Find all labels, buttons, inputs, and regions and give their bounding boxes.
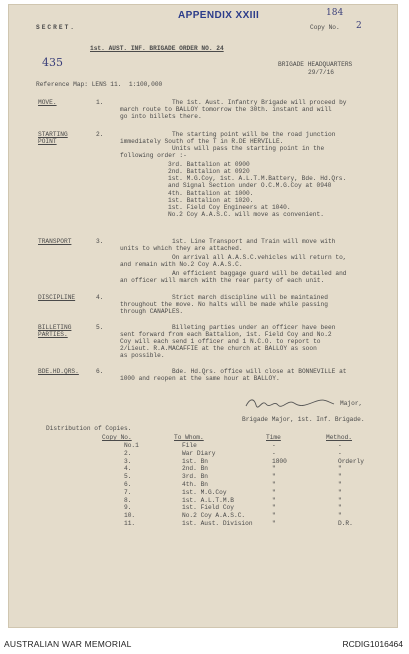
para-line: An efficient baggage guard will be detailed and bbox=[172, 270, 347, 277]
column-header: Time bbox=[266, 434, 281, 441]
order-date: 29/7/16 bbox=[308, 69, 334, 76]
distribution-cell: 1st. Bn bbox=[182, 457, 208, 465]
order-of-march-line: 1st. M.G.Coy, 1st. A.L.T.M.Battery, Bde. Hd.Qrs. bbox=[168, 175, 347, 182]
para-number: 6. bbox=[96, 368, 104, 375]
order-of-march-line: 1st. Battalion at 1020. bbox=[168, 197, 254, 204]
para-line: and remain with No.2 Coy A.A.S.C. bbox=[120, 261, 243, 268]
para-number: 3. bbox=[96, 238, 104, 245]
para-line: an officer will march with the rear party of each unit. bbox=[120, 277, 325, 284]
distribution-cell: 5. bbox=[124, 473, 132, 481]
distribution-cell: 1800 bbox=[272, 457, 287, 465]
distribution-cell: " bbox=[272, 520, 276, 527]
para-line: immediately South of the T in R.DE HERVILLE. bbox=[120, 138, 284, 145]
distribution-cell: " bbox=[338, 504, 342, 512]
order-of-march-line: and Signal Section under O.C.M.G.Coy at 0940 bbox=[168, 182, 332, 189]
distribution-cell: " bbox=[272, 481, 276, 488]
distribution-cell: File bbox=[182, 442, 197, 449]
distribution-cell: 4. bbox=[124, 465, 132, 473]
column-header: Copy No. bbox=[102, 434, 132, 441]
para-line: Units will pass the starting point in the bbox=[172, 145, 325, 152]
distribution-cell: 7. bbox=[124, 488, 132, 496]
signature-title: Brigade Major, 1st. Inf. Brigade. bbox=[242, 416, 365, 423]
para-number: 1. bbox=[96, 99, 104, 106]
para-line: The starting point will be the road junction bbox=[172, 131, 336, 138]
order-of-march-line: 2nd. Battalion at 0920 bbox=[168, 168, 250, 175]
para-line: following order :- bbox=[120, 152, 187, 159]
para-number: 2. bbox=[96, 131, 104, 138]
para-line: march route to BALLOY tomorrow the 30th. instant and will bbox=[120, 106, 332, 113]
para-line: 1st. Line Transport and Train will move with bbox=[172, 238, 336, 245]
distribution-cell: War Diary bbox=[182, 449, 216, 457]
distribution-cell: " bbox=[338, 488, 342, 496]
para-line: 2/Lieut. R.A.MACAFFIE at the church at BALLOY as soon bbox=[120, 345, 317, 352]
distribution-cell: - bbox=[272, 449, 276, 457]
para-number: 4. bbox=[96, 294, 104, 301]
heading-transport: TRANSPORT bbox=[38, 238, 72, 245]
distribution-cell: " bbox=[272, 512, 276, 520]
column-header: Method. bbox=[326, 434, 352, 441]
handwritten-signature bbox=[244, 397, 336, 409]
distribution-cell: D.R. bbox=[338, 520, 353, 527]
distribution-cell: " bbox=[338, 481, 342, 488]
copy-number-handwritten: 184 bbox=[326, 8, 344, 18]
distribution-cell: " bbox=[338, 512, 342, 520]
para-line: go into billets there. bbox=[120, 113, 202, 120]
archive-footer bbox=[0, 636, 409, 654]
document-page bbox=[8, 4, 398, 628]
para-line: 1000 and reopen at the same hour at BALLOY. bbox=[120, 375, 280, 382]
secret-label: SECRET. bbox=[36, 24, 76, 31]
distribution-cell: - bbox=[272, 442, 276, 449]
para-line: On arrival all A.A.S.C.vehicles will return to, bbox=[172, 254, 347, 261]
heading-billeting-parties: BILLETING PARTIES. bbox=[38, 324, 72, 339]
para-line: throughout the move. No halts will be made while passing bbox=[120, 301, 328, 308]
distribution-heading: Distribution of Copies. bbox=[46, 425, 132, 432]
order-of-march-line: 3rd. Battalion at 0900 bbox=[168, 161, 250, 168]
para-line: Billeting parties under an officer have been bbox=[172, 324, 336, 331]
appendix-stamp: APPENDIX XXIII bbox=[178, 10, 260, 21]
distribution-cell: 10. bbox=[124, 512, 136, 520]
para-line: as possible. bbox=[120, 352, 165, 359]
para-line: Bde. Hd.Qrs. office will close at BONNEVILLE at bbox=[172, 368, 347, 375]
para-line: through CANAPLES. bbox=[120, 308, 184, 315]
distribution-cell: 2nd. Bn bbox=[182, 465, 208, 473]
distribution-cell: - bbox=[338, 442, 342, 449]
para-line: The 1st. Aust. Infantry Brigade will proceed by bbox=[172, 99, 347, 106]
archive-reference: RCDIG1016464 bbox=[342, 639, 403, 649]
distribution-cell: 6. bbox=[124, 481, 132, 488]
heading-bde-hd-qrs: BDE.HD.QRS. bbox=[38, 368, 79, 375]
distribution-cell: " bbox=[338, 473, 342, 481]
distribution-cell: 3. bbox=[124, 457, 132, 465]
distribution-cell: 3rd. Bn bbox=[182, 473, 208, 481]
distribution-cell: " bbox=[338, 465, 342, 473]
margin-number: 435 bbox=[42, 56, 63, 69]
order-title: 1st. AUST. INF. BRIGADE ORDER NO. 24 bbox=[90, 45, 224, 52]
distribution-cell: - bbox=[338, 449, 342, 457]
heading-move: MOVE. bbox=[38, 99, 57, 106]
order-document bbox=[8, 4, 398, 628]
para-number: 5. bbox=[96, 324, 104, 331]
distribution-cell: " bbox=[272, 465, 276, 473]
distribution-cell: No.1 bbox=[124, 442, 139, 449]
column-header: To Whom. bbox=[174, 434, 204, 441]
para-line: Strict march discipline will be maintained bbox=[172, 294, 328, 301]
distribution-cell: " bbox=[272, 473, 276, 481]
distribution-cell: 1st. Field Coy bbox=[182, 504, 234, 512]
archive-name: AUSTRALIAN WAR MEMORIAL bbox=[4, 639, 132, 649]
order-of-march-line: 4th. Battalion at 1000. bbox=[168, 190, 254, 197]
copy-no-value: 2 bbox=[356, 21, 362, 31]
copy-no-label: Copy No. bbox=[310, 24, 340, 31]
order-of-march-line: No.2 Coy A.A.S.C. will move as convenient. bbox=[168, 211, 324, 218]
para-line: sent forward from each Battalion, 1st. Field Coy and No.2 bbox=[120, 331, 332, 338]
signature-major: Major, bbox=[340, 400, 363, 407]
reference-map: Reference Map: LENS 11. 1:100,000 bbox=[36, 81, 163, 88]
para-line: units to which they are attached. bbox=[120, 245, 243, 252]
order-of-march-line: 1st. Field Coy Engineers at 1040. bbox=[168, 204, 291, 211]
distribution-cell: 11. bbox=[124, 520, 136, 527]
distribution-cell: 1st. A.L.T.M.B bbox=[182, 496, 234, 504]
distribution-cell: " bbox=[272, 488, 276, 496]
distribution-cell: No.2 Coy A.A.S.C. bbox=[182, 512, 246, 520]
brigade-hq: BRIGADE HEADQUARTERS bbox=[278, 61, 353, 68]
distribution-cell: 9. bbox=[124, 504, 132, 512]
distribution-cell: 8. bbox=[124, 496, 132, 504]
distribution-cell: 4th. Bn bbox=[182, 481, 208, 488]
distribution-cell: Orderly bbox=[338, 457, 364, 465]
heading-starting-point: STARTING POINT bbox=[38, 131, 68, 146]
distribution-cell: " bbox=[272, 504, 276, 512]
distribution-cell: " bbox=[338, 496, 342, 504]
para-line: Coy will each send 1 officer and 1 N.C.O. to report to bbox=[120, 338, 321, 345]
heading-discipline: DISCIPLINE bbox=[38, 294, 76, 301]
distribution-cell: " bbox=[272, 496, 276, 504]
distribution-cell: 1st. Aust. Division bbox=[182, 520, 253, 527]
distribution-cell: 1st. M.G.Coy bbox=[182, 488, 227, 496]
distribution-cell: 2. bbox=[124, 449, 132, 457]
